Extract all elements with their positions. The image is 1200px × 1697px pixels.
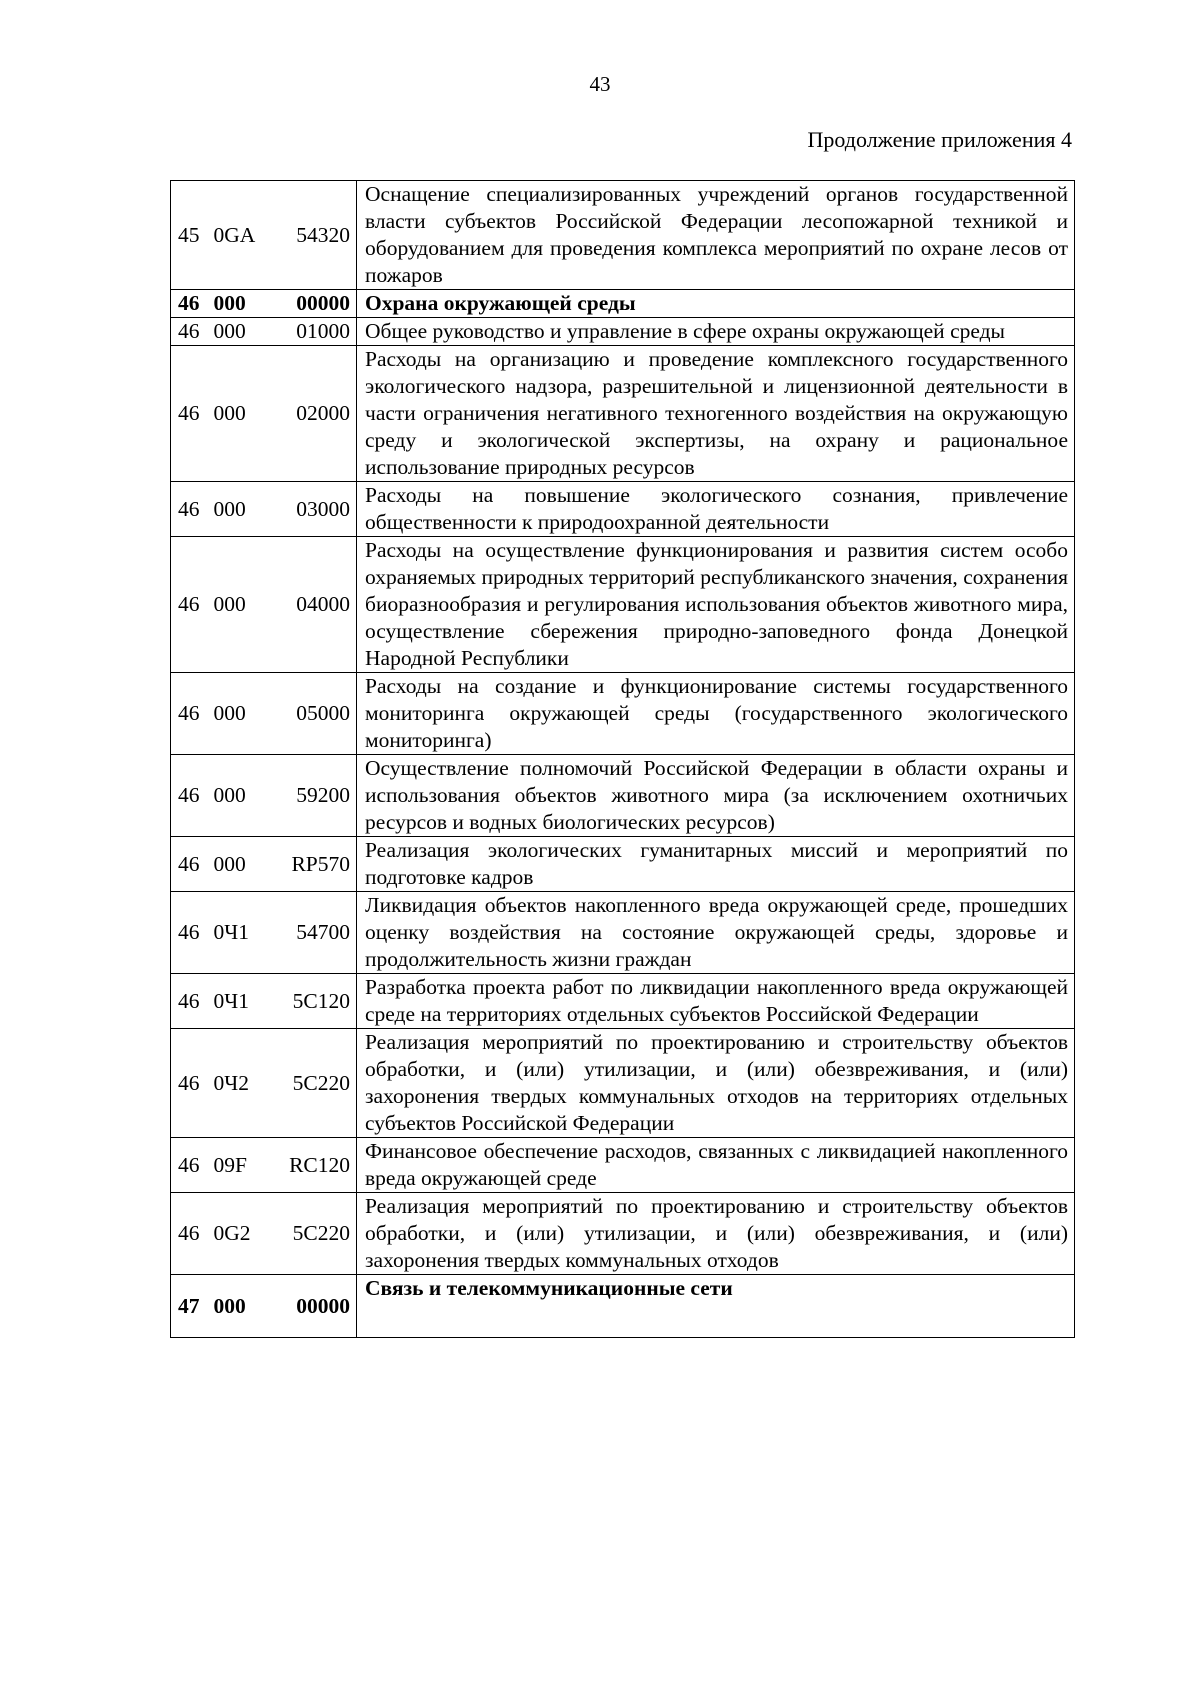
code-cell <box>171 1275 357 1338</box>
code-parts <box>178 700 350 727</box>
code-subprogram: 000 <box>213 851 246 876</box>
code-direction: 04000 <box>296 592 350 616</box>
code-direction: 59200 <box>296 783 350 807</box>
code-direction: 01000 <box>296 319 350 343</box>
code-direction: 05000 <box>296 701 350 725</box>
code-cell <box>171 1138 357 1193</box>
code-subprogram: 000 <box>213 701 246 725</box>
code-parts <box>178 222 350 249</box>
description-cell: Осуществление полномочий Российской Федерации в области охраны и использования объектов животного мира (за исключением охотничьих ресурсов и водных биологических ресурсов) <box>357 755 1075 837</box>
code-parts <box>178 400 350 427</box>
code-subprogram: 000 <box>213 291 246 315</box>
code-parts <box>178 1293 350 1320</box>
code-direction: 03000 <box>296 496 350 521</box>
code-program: 46 <box>178 851 200 876</box>
description-cell: Расходы на создание и функционирование системы государственного мониторинга окружающей среды (государственного экологического мониторинга) <box>357 673 1075 755</box>
page-number: 43 <box>589 72 611 96</box>
table-row <box>171 318 1075 346</box>
code-program: 46 <box>178 401 200 425</box>
code-cell <box>171 755 357 837</box>
code-cell <box>171 346 357 482</box>
code-parts <box>178 496 350 523</box>
code-cell <box>171 673 357 755</box>
table-row <box>171 673 1075 755</box>
code-program: 45 <box>178 222 200 247</box>
code-prefix <box>178 1293 246 1320</box>
code-cell <box>171 1029 357 1138</box>
description-cell: Связь и телекоммуникационные сети <box>357 1275 1075 1338</box>
code-subprogram: 0Ч1 <box>213 920 249 944</box>
description-cell: Общее руководство и управление в сфере охраны окружающей среды <box>357 318 1075 346</box>
code-cell <box>171 537 357 673</box>
table-row <box>171 181 1075 290</box>
code-direction: 02000 <box>296 401 350 425</box>
code-program: 46 <box>178 1221 200 1245</box>
code-direction: 00000 <box>296 291 350 315</box>
code-direction: 54700 <box>296 920 350 944</box>
code-cell <box>171 181 357 290</box>
table-row <box>171 1193 1075 1275</box>
description-cell: Расходы на повышение экологического сознания, привлечение общественности к природоохранной деятельности <box>357 482 1075 537</box>
code-direction: RP570 <box>291 851 350 876</box>
code-program: 46 <box>178 291 200 315</box>
code-prefix <box>178 851 246 878</box>
code-prefix <box>178 988 249 1015</box>
table-row <box>171 1138 1075 1193</box>
code-parts <box>178 318 350 345</box>
code-subprogram: 0G2 <box>213 1221 251 1245</box>
code-cell <box>171 974 357 1029</box>
code-program: 46 <box>178 701 200 725</box>
description-cell: Расходы на осуществление функционирования и развития систем особо охраняемых природных территорий республиканского значения, сохранения биоразнообразия и регулирования использования объектов животного мира, осуществление сбережения природно-заповедного фонда Донецкой Народной Республики <box>357 537 1075 673</box>
code-cell <box>171 318 357 346</box>
code-prefix <box>178 1070 249 1097</box>
code-prefix <box>178 591 246 618</box>
code-subprogram: 09F <box>213 1152 247 1177</box>
description-cell: Реализация мероприятий по проектированию и строительству объектов обработки, и (или) утилизации, и (или) обезвреживания, и (или) захоронения твердых коммунальных отходов <box>357 1193 1075 1275</box>
code-subprogram: 000 <box>213 783 246 807</box>
code-parts <box>178 1220 350 1247</box>
code-prefix <box>178 1220 251 1247</box>
code-direction: RC120 <box>289 1152 350 1177</box>
description-cell: Реализация экологических гуманитарных миссий и мероприятий по подготовке кадров <box>357 837 1075 892</box>
code-parts <box>178 782 350 809</box>
description-cell: Финансовое обеспечение расходов, связанных с ликвидацией накопленного вреда окружающей среде <box>357 1138 1075 1193</box>
code-subprogram: 000 <box>213 319 246 343</box>
code-prefix <box>178 700 246 727</box>
code-prefix <box>178 782 246 809</box>
budget-code-table-body <box>171 181 1075 1338</box>
code-program: 46 <box>178 783 200 807</box>
code-cell <box>171 290 357 318</box>
code-prefix <box>178 919 249 946</box>
description-cell: Расходы на организацию и проведение комплексного государственного экологического надзора, разрешительной и лицензионной деятельности в части ограничения негативного техногенного воздействия на окружающую среду и экологической экспертизы, на охрану и рациональное использование природных ресурсов <box>357 346 1075 482</box>
code-parts <box>178 591 350 618</box>
code-program: 46 <box>178 1070 200 1095</box>
description-cell: Оснащение специализированных учреждений органов государственной власти субъектов Российской Федерации лесопожарной техникой и оборудованием для проведения комплекса мероприятий по охране лесов от пожаров <box>357 181 1075 290</box>
code-prefix <box>178 318 246 345</box>
code-direction: 5С120 <box>292 988 350 1013</box>
code-parts <box>178 851 350 878</box>
code-subprogram: 000 <box>213 592 246 616</box>
table-row <box>171 837 1075 892</box>
code-subprogram: 000 <box>213 1293 246 1318</box>
code-prefix <box>178 400 246 427</box>
description-cell: Охрана окружающей среды <box>357 290 1075 318</box>
code-parts <box>178 1152 350 1179</box>
code-program: 46 <box>178 988 200 1013</box>
code-parts <box>178 1070 350 1097</box>
table-row <box>171 482 1075 537</box>
code-parts <box>178 290 350 317</box>
table-row <box>171 1275 1075 1338</box>
code-subprogram: 0GA <box>213 222 256 247</box>
code-parts <box>178 988 350 1015</box>
table-row <box>171 346 1075 482</box>
code-prefix <box>178 496 246 523</box>
code-program: 46 <box>178 319 200 343</box>
code-program: 46 <box>178 920 200 944</box>
description-cell: Разработка проекта работ по ликвидации накопленного вреда окружающей среде на территориях отдельных субъектов Российской Федерации <box>357 974 1075 1029</box>
code-cell <box>171 1193 357 1275</box>
code-direction: 5С220 <box>292 1070 350 1095</box>
code-program: 47 <box>178 1293 200 1318</box>
code-prefix <box>178 290 246 317</box>
code-direction: 00000 <box>296 1293 350 1318</box>
budget-code-table <box>170 180 1075 1338</box>
code-subprogram: 0Ч1 <box>213 988 249 1013</box>
description-cell: Ликвидация объектов накопленного вреда окружающей среде, прошедших оценку воздействия на состояние окружающей среды, здоровье и продолжительность жизни граждан <box>357 892 1075 974</box>
table-row <box>171 974 1075 1029</box>
code-program: 46 <box>178 1152 200 1177</box>
table-row <box>171 537 1075 673</box>
description-cell: Реализация мероприятий по проектированию и строительству объектов обработки, и (или) утилизации, и (или) обезвреживания, и (или) захоронения твердых коммунальных отходов на территориях отдельных субъектов Российской Федерации <box>357 1029 1075 1138</box>
table-row <box>171 755 1075 837</box>
code-cell <box>171 482 357 537</box>
code-direction: 5С220 <box>292 1221 350 1245</box>
table-row <box>171 892 1075 974</box>
code-prefix <box>178 222 255 249</box>
code-cell <box>171 837 357 892</box>
code-cell <box>171 892 357 974</box>
code-subprogram: 0Ч2 <box>213 1070 249 1095</box>
code-direction: 54320 <box>296 222 350 247</box>
code-prefix <box>178 1152 247 1179</box>
table-row <box>171 290 1075 318</box>
code-program: 46 <box>178 496 200 521</box>
code-subprogram: 000 <box>213 496 246 521</box>
appendix-continuation-note: Продолжение приложения 4 <box>807 127 1072 152</box>
code-program: 46 <box>178 592 200 616</box>
code-parts <box>178 919 350 946</box>
table-row <box>171 1029 1075 1138</box>
code-subprogram: 000 <box>213 401 246 425</box>
